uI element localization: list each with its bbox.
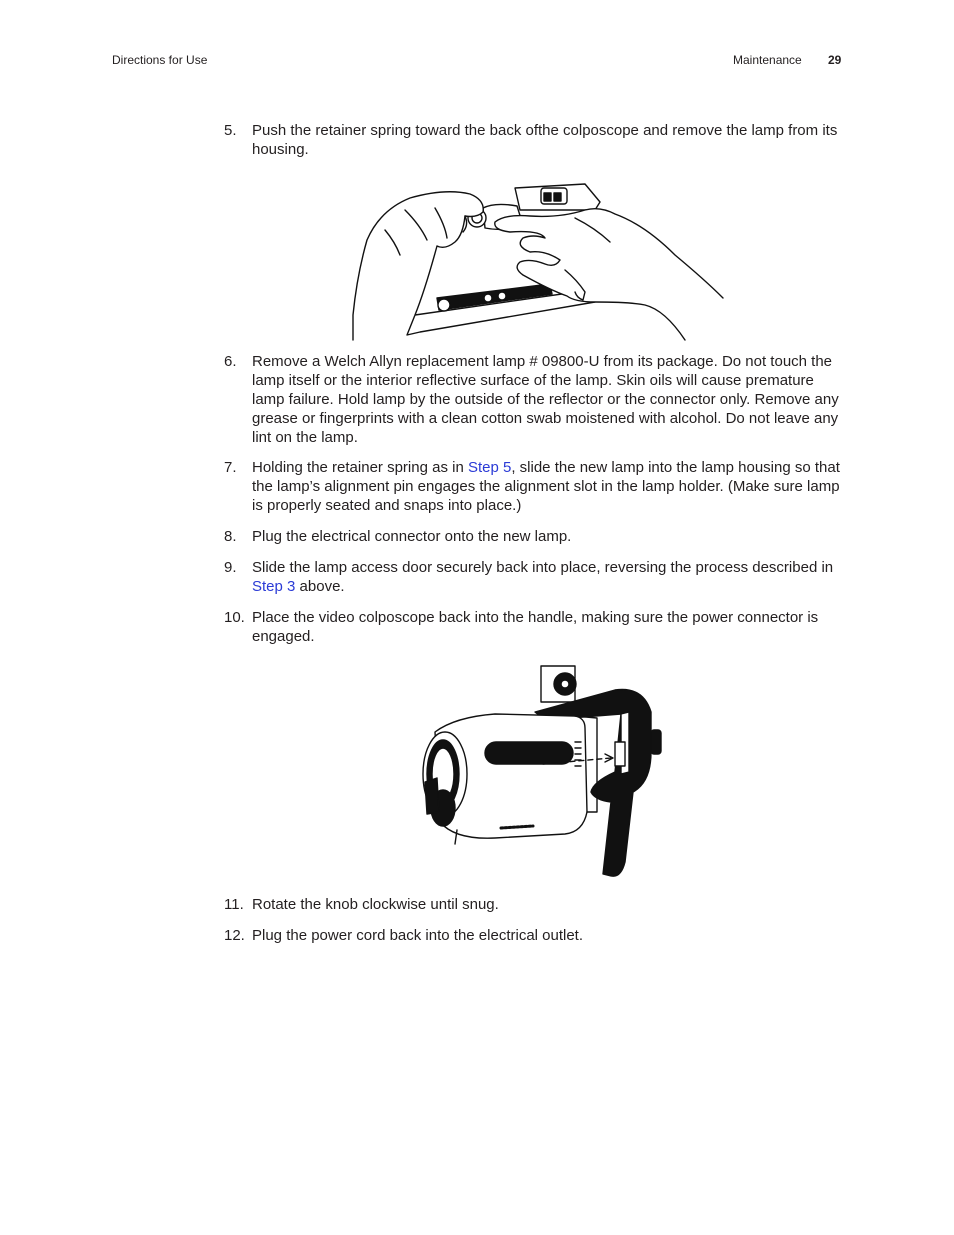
step-text <box>252 458 842 515</box>
step-7 <box>224 458 842 515</box>
step-6 <box>224 352 842 447</box>
step-text: Rotate the knob clockwise until snug. <box>252 896 499 913</box>
step-text-part: , slide the new lamp into the lamp housing so that the lamp’s alignment pin engages the alignment slot in the lamp holder. (Make sure lamp is properly seated and snaps into place.) <box>252 459 840 514</box>
step-text-part: Holding the retainer spring as in <box>252 459 468 476</box>
step-text: Plug the electrical connector onto the new lamp. <box>252 528 572 545</box>
step-3-link[interactable]: Step 3 <box>252 578 296 595</box>
step-8 <box>224 527 842 546</box>
step-9 <box>224 558 842 596</box>
step-number: 6. <box>224 353 237 370</box>
lamp-removal-illustration <box>345 180 730 345</box>
step-text: Place the video colposcope back into the handle, making sure the power connector is engaged. <box>252 609 819 645</box>
step-text: Remove a Welch Allyn replacement lamp # 09800-U from its package. Do not touch the lamp itself or the interior reflective surface of the lamp. Skin oils will cause premature lamp failure. Hold lamp by the outside of the reflector or the connector only. Remove any grease or fingerprints with a clean cotton swab moistened with alcohol. Do not leave any lint on the lamp. <box>252 353 839 446</box>
step-12 <box>224 926 842 945</box>
running-header-section: Maintenance <box>733 53 802 67</box>
page-number: 29 <box>828 53 842 67</box>
colposcope-handle-illustration <box>415 662 675 884</box>
step-text <box>252 558 842 596</box>
step-number: 11. <box>224 896 244 913</box>
step-10 <box>224 608 842 646</box>
step-text: Push the retainer spring toward the back ofthe colposcope and remove the lamp from its housing. <box>252 122 838 158</box>
step-number: 10. <box>224 609 245 626</box>
step-text: Plug the power cord back into the electrical outlet. <box>252 927 584 944</box>
step-text-part: Slide the lamp access door securely back into place, reversing the process described in <box>252 559 834 576</box>
step-5-link[interactable]: Step 5 <box>467 459 512 476</box>
step-11 <box>224 895 842 914</box>
step-text-part: above. <box>295 578 345 595</box>
step-number: 12. <box>224 927 245 944</box>
step-5 <box>224 121 842 159</box>
step-number: 9. <box>224 559 237 576</box>
running-header-title: Directions for Use <box>112 53 208 67</box>
step-number: 7. <box>224 459 237 476</box>
step-number: 8. <box>224 528 237 545</box>
step-number: 5. <box>224 122 237 139</box>
